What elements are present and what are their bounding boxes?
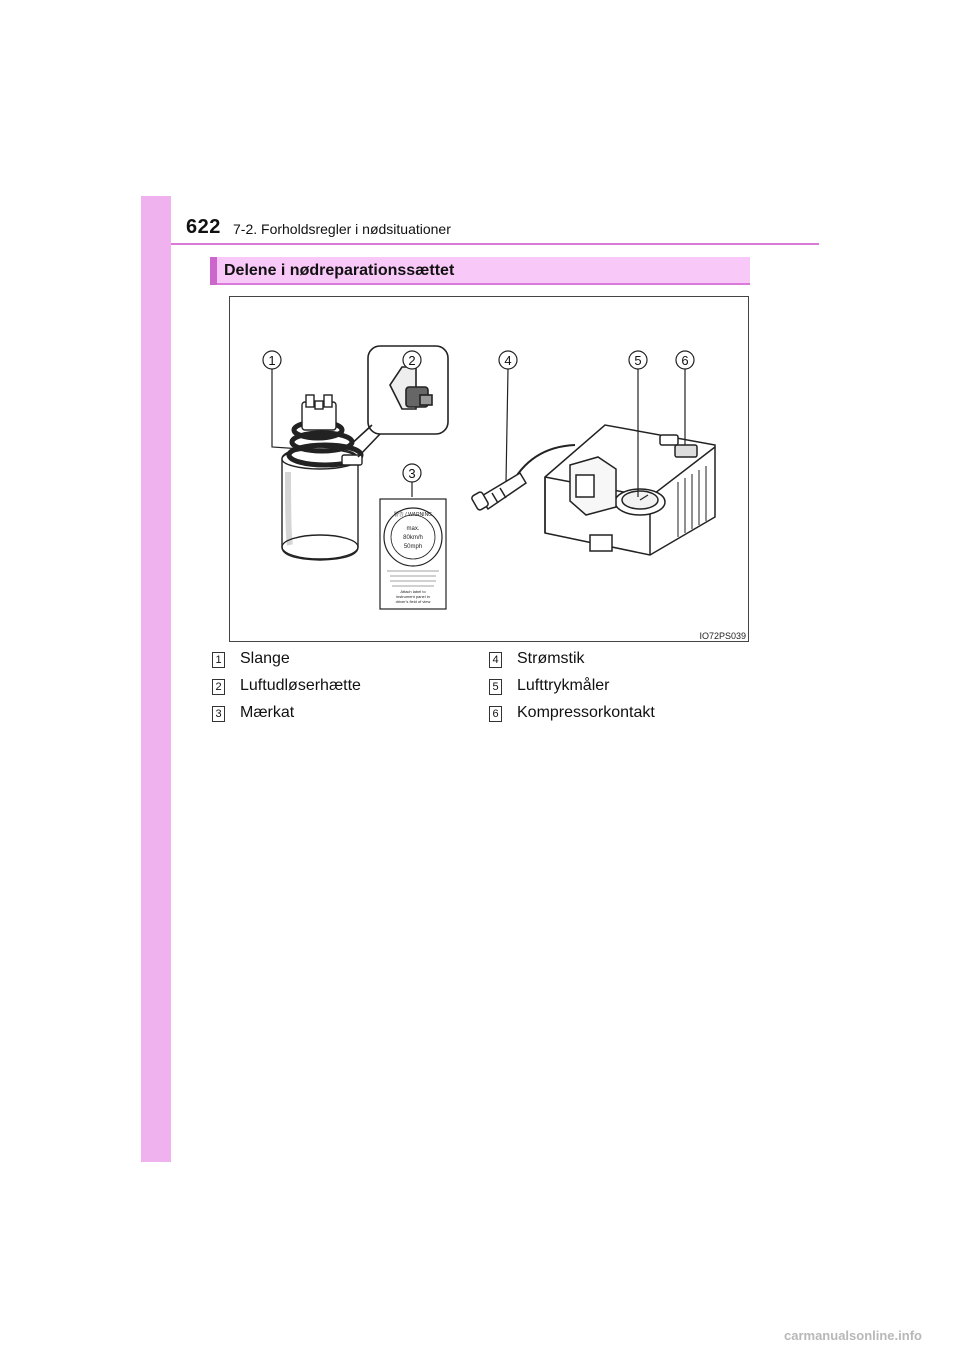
legend-num: 1 [212,652,225,668]
valve-cap-detail [348,346,448,457]
chapter-title: 7-2. Forholdsregler i nødsituationer [233,221,451,237]
svg-text:4: 4 [504,353,512,368]
legend-label: Luftudløserhætte [240,677,361,694]
svg-text:5: 5 [634,353,642,368]
svg-text:Attach label to: Attach label to [400,589,426,594]
legend-label: Kompressorkontakt [517,704,655,721]
compressor-drawing [471,425,715,555]
figure-code: IO72PS039 [699,631,746,641]
repair-kit-illustration [229,296,749,642]
svg-text:driver's field of view: driver's field of view [395,599,431,604]
legend-label: Mærkat [240,704,295,721]
legend-label: Strømstik [517,650,585,667]
section-heading-accent [210,257,217,285]
svg-text:2: 2 [408,353,416,368]
legend-num: 4 [489,652,502,668]
callout-1 [263,351,281,369]
legend-num: 2 [212,679,225,695]
callout-3 [403,464,421,482]
page-number: 622 [186,216,221,238]
svg-text:instrument panel in: instrument panel in [396,594,430,599]
callout-5 [629,351,647,369]
svg-text:3: 3 [408,466,416,481]
label-max: max. [406,526,420,532]
label-mph: 50mph [403,544,423,550]
warning-label-drawing [380,499,446,609]
label-kmh: 80km/h [403,535,423,541]
label-title-text: 警告 / WARNING [393,512,433,518]
site-watermark[interactable]: carmanualsonline.info [784,1328,922,1343]
callout-2 [403,351,421,369]
callout-4 [499,351,517,369]
legend-num: 5 [489,679,502,695]
legend-label: Slange [240,650,290,667]
legend-num: 3 [212,706,225,722]
header-divider [171,243,819,245]
legend-num: 6 [489,706,502,722]
section-title: Delene i nødreparationssættet [224,262,455,279]
sealant-bottle-drawing [282,395,362,560]
legend-label: Lufttrykmåler [517,677,610,694]
svg-text:6: 6 [681,353,689,368]
callout-1-text: 1 [268,353,276,368]
callout-6 [676,351,694,369]
chapter-sidebar-tab [141,196,171,1162]
